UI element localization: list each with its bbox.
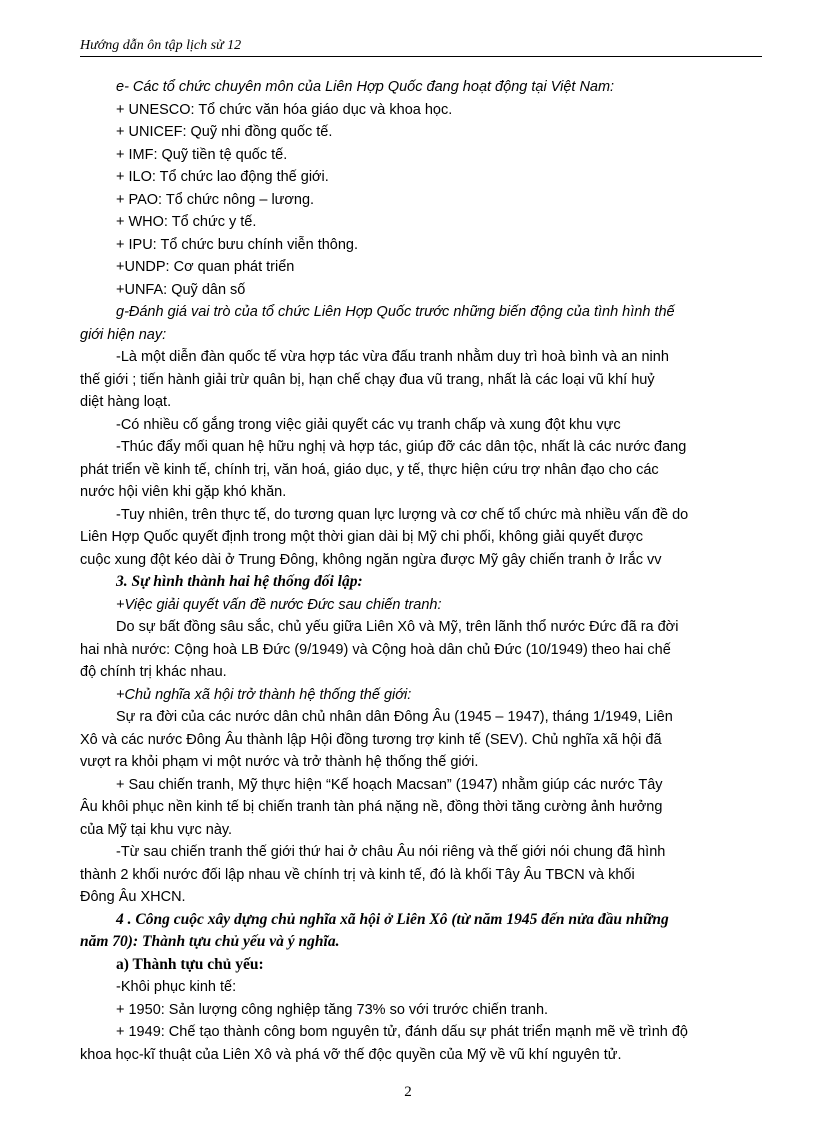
paragraph-line: -Khôi phục kinh tế:	[116, 979, 237, 995]
paragraph-line: nước hội viên khi gặp khó khăn.	[80, 484, 287, 500]
paragraph-line: -Là một diễn đàn quốc tế vừa hợp tác vừa đấu tranh nhằm duy trì hoà bình và an ninh	[116, 349, 669, 365]
page-number: 2	[404, 1084, 412, 1100]
paragraph-line: + 1949: Chế tạo thành công bom nguyên tử, đánh dấu sự phát triển mạnh mẽ về trình độ	[116, 1024, 688, 1040]
section-g-heading-cont: giới hiện nay:	[80, 326, 167, 343]
paragraph-line: Sự ra đời của các nước dân chủ nhân dân Đông Âu (1945 – 1947), tháng 1/1949, Liên	[116, 709, 673, 725]
list-item: + UNICEF: Quỹ nhi đồng quốc tế.	[116, 124, 333, 140]
paragraph-line: thành 2 khối nước đối lập nhau về chính trị và kinh tế, đó là khối Tây Âu TBCN và khối	[80, 866, 635, 883]
paragraph-line: Âu khôi phục nền kinh tế bị chiến tranh tàn phá nặng nề, đồng thời tăng cường ảnh hưởng	[80, 799, 663, 815]
list-item: + WHO: Tổ chức y tế.	[116, 214, 257, 230]
paragraph-line: -Từ sau chiến tranh thế giới thứ hai ở châu Âu nói riêng và thế giới nói chung đã hình	[116, 844, 666, 860]
paragraph-line: Do sự bất đồng sâu sắc, chủ yếu giữa Liên Xô và Mỹ, trên lãnh thổ nước Đức đã ra đời	[116, 619, 679, 635]
paragraph-line: -Thúc đẩy mối quan hệ hữu nghị và hợp tác, giúp đỡ các dân tộc, nhất là các nước đang	[116, 439, 687, 455]
paragraph-line: Xô và các nước Đông Âu thành lập Hội đồng tương trợ kinh tế (SEV). Chủ nghĩa xã hội đã	[80, 731, 662, 748]
document-body	[80, 76, 776, 1066]
paragraph-line: của Mỹ tại khu vực này.	[80, 821, 233, 838]
paragraph-line: vượt ra khỏi phạm vi một nước và trở thành hệ thống thế giới.	[80, 754, 479, 770]
paragraph-line: cuộc xung đột kéo dài ở Trung Đông, không ngăn ngừa được Mỹ gây chiến tranh ở Irắc vv	[80, 551, 662, 568]
paragraph-line: khoa học-kĩ thuật của Liên Xô và phá vỡ thế độc quyền của Mỹ về vũ khí nguyên tử.	[80, 1046, 622, 1063]
section-e-heading: e- Các tổ chức chuyên môn của Liên Hợp Quốc đang hoạt động tại Việt Nam:	[116, 79, 615, 95]
paragraph-line: hai nhà nước: Cộng hoà LB Đức (9/1949) và Cộng hoà dân chủ Đức (10/1949) theo hai chế	[80, 641, 671, 658]
list-item: +UNDP: Cơ quan phát triển	[116, 259, 295, 275]
list-item: + 1950: Sản lượng công nghiệp tăng 73% so với trước chiến tranh.	[116, 1001, 549, 1018]
section-g-heading: g-Đánh giá vai trò của tổ chức Liên Hợp Quốc trước những biến động của tình hình thế	[116, 304, 675, 320]
list-item: + UNESCO: Tổ chức văn hóa giáo dục và khoa học.	[116, 101, 453, 118]
section-3-heading: 3. Sự hình thành hai hệ thống đối lập:	[116, 573, 363, 590]
subheading: +Chủ nghĩa xã hội trở thành hệ thống thế giới:	[116, 686, 412, 703]
subsection-a-heading: a) Thành tựu chủ yếu:	[116, 955, 264, 973]
paragraph-line: diệt hàng loạt.	[80, 394, 172, 410]
subheading: +Việc giải quyết vấn đề nước Đức sau chiến tranh:	[116, 596, 442, 613]
paragraph-line: Liên Hợp Quốc quyết định trong một thời gian dài bị Mỹ chi phối, không giải quyết được	[80, 529, 643, 545]
section-4-heading: 4 . Công cuộc xây dựng chủ nghĩa xã hội ở Liên Xô (từ năm 1945 đến nửa đầu những	[116, 910, 669, 928]
paragraph-line: + Sau chiến tranh, Mỹ thực hiện “Kế hoạch Macsan” (1947) nhằm giúp các nước Tây	[116, 776, 663, 793]
list-item: + ILO: Tổ chức lao động thế giới.	[116, 169, 329, 185]
section-4-heading-cont: năm 70): Thành tựu chủ yếu và ý nghĩa.	[80, 933, 340, 950]
paragraph-line: -Tuy nhiên, trên thực tế, do tương quan lực lượng và cơ chế tổ chức mà nhiều vấn đề do	[116, 506, 689, 523]
list-item: + IMF: Quỹ tiền tệ quốc tế.	[116, 146, 288, 163]
paragraph-line: độ chính trị khác nhau.	[80, 664, 227, 680]
paragraph-line: Đông Âu XHCN.	[80, 889, 186, 905]
paragraph-line: phát triển về kinh tế, chính trị, văn hoá, giáo dục, y tế, thực hiện cứu trợ nhân đạo cho các	[80, 461, 659, 478]
page-header: Hướng dẫn ôn tập lịch sử 12	[80, 38, 762, 57]
list-item: + PAO: Tổ chức nông – lương.	[116, 191, 315, 208]
paragraph-line: -Có nhiều cố gắng trong việc giải quyết các vụ tranh chấp và xung đột khu vực	[116, 416, 621, 433]
list-item: +UNFA: Quỹ dân số	[116, 281, 246, 298]
list-item: + IPU: Tổ chức bưu chính viễn thông.	[116, 236, 359, 253]
paragraph-line: thế giới ; tiến hành giải trừ quân bị, hạn chế chạy đua vũ trang, nhất là các loại vũ khí huỷ	[80, 371, 655, 388]
